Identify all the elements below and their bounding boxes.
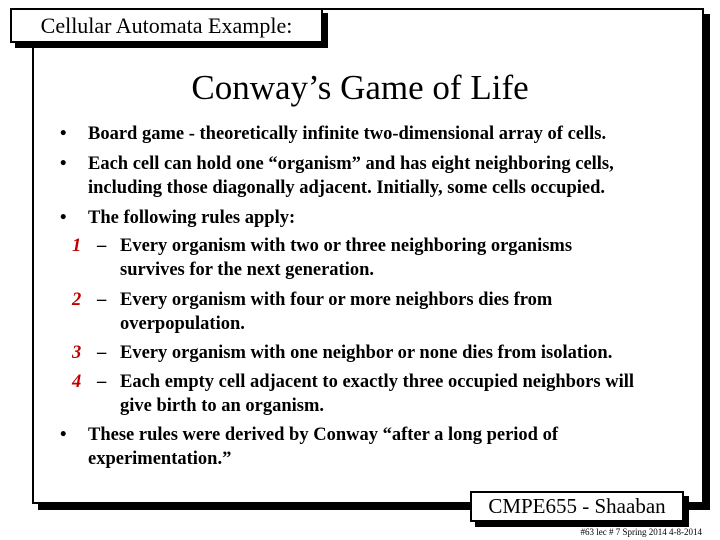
rule-dash: – xyxy=(97,236,107,256)
rule-text: Every organism with four or more neighbors dies from xyxy=(120,290,553,310)
bullet-marker: • xyxy=(60,425,67,445)
bullet-text: experimentation.” xyxy=(88,449,232,469)
bullet-text: Each cell can hold one “organism” and has eight neighboring cells, xyxy=(88,154,614,174)
bullet-marker: • xyxy=(60,208,67,228)
rule-dash: – xyxy=(97,343,107,363)
slide-title: Conway’s Game of Life xyxy=(191,68,529,107)
bullet-marker: • xyxy=(60,154,67,174)
bullet-marker: • xyxy=(60,124,67,144)
bullet-text: The following rules apply: xyxy=(88,208,296,228)
rule-dash: – xyxy=(97,372,107,392)
rule-number: 3 xyxy=(72,343,82,363)
bullet-text: including those diagonally adjacent. Initially, some cells occupied. xyxy=(88,178,606,198)
header-tag: Cellular Automata Example: xyxy=(10,8,323,43)
rule-number: 4 xyxy=(72,372,82,392)
rule-number: 2 xyxy=(72,290,82,310)
slide-info: #63 lec # 7 Spring 2014 4-8-2014 xyxy=(580,527,702,537)
bullet-text: Board game - theoretically infinite two-dimensional array of cells. xyxy=(88,124,607,144)
rule-text: Every organism with two or three neighboring organisms xyxy=(120,236,573,256)
rule-text: survives for the next generation. xyxy=(120,260,374,280)
rule-text: give birth to an organism. xyxy=(120,396,325,416)
rule-text: overpopulation. xyxy=(120,314,245,334)
bullet-text: These rules were derived by Conway “after a long period of xyxy=(88,425,558,445)
rule-dash: – xyxy=(97,290,107,310)
rule-text: Every organism with one neighbor or none dies from isolation. xyxy=(120,343,613,363)
course-badge: CMPE655 - Shaaban xyxy=(470,491,684,522)
rule-text: Each empty cell adjacent to exactly three occupied neighbors will xyxy=(120,372,634,392)
rule-number: 1 xyxy=(72,236,82,256)
